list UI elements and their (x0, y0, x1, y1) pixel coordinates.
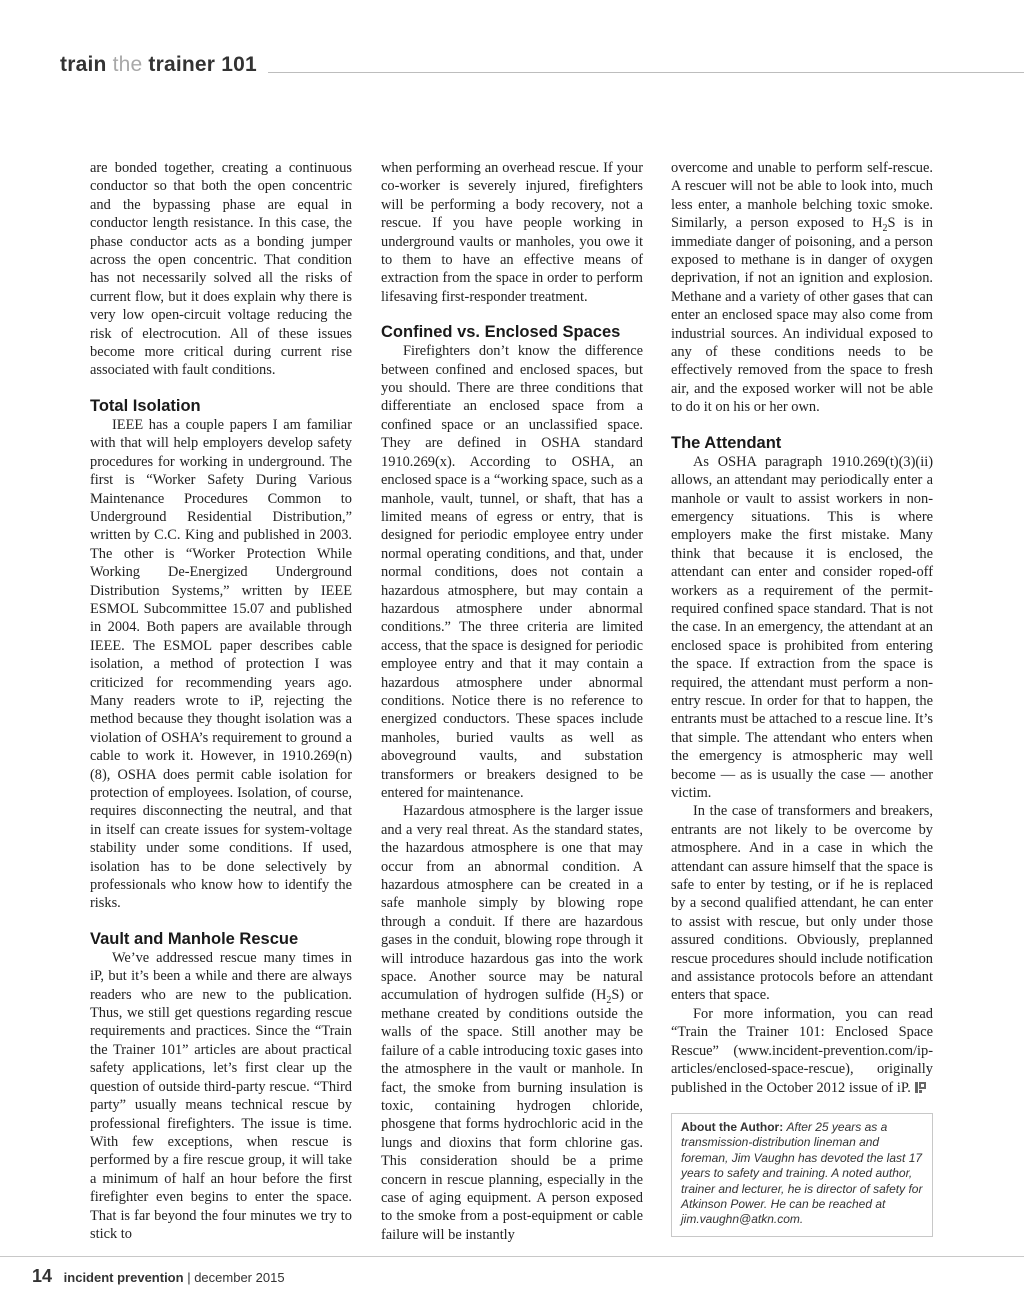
paragraph: are bonded together, creating a continuous conductor so that both the open concentric and the bypassing phase are equal in conductor length resistance. In this case, the phase conductor acts as a bonding jumper across the open concentric. That condition has not necessarily solved all the risks of current flow, but it does explain why there is very low open-circuit voltage reducing the risk of electrocution. All of these issues become more critical during current rise associated with fault conditions. (90, 160, 352, 379)
text-run: S is in immediate danger of poisoning, and a person exposed to methane is in danger of oxygen deprivation, if not an ignition and explosion. Methane and a variety of other gases that can enter an enclosed space may also come from industrial sources. An individual exposed to any of these conditions needs to be effectively removed from the space to fresh air, and the exposed worker will not be able to do it on his or her own. (671, 215, 933, 416)
section-header (60, 52, 257, 78)
heading-confined-vs-enclosed: Confined vs. Enclosed Spaces (381, 323, 621, 342)
paragraph (671, 1005, 933, 1097)
footer-separator: | (187, 1270, 191, 1285)
text-run: For more information, you can read “Train the Trainer 101: Enclosed Space Rescue” (www.incident-prevention.com/ip-articles/enclosed-space-rescue), originally published in the October 2012 issue of iP. (671, 1005, 933, 1096)
article-column-3 (671, 159, 933, 1237)
author-bio-text: After 25 years as a transmission-distribution lineman and foreman, Jim Vaughn has devoted the last 17 years to safety and training. A noted author, trainer and lecturer, he is director of safety for Atkinson Power. He can be reached at jim.vaughn@atkn.com. (681, 1119, 923, 1227)
heading-vault-manhole-rescue: Vault and Manhole Rescue (90, 929, 299, 948)
subscript: 2 (606, 995, 612, 1007)
magazine-name: incident prevention (63, 1270, 184, 1285)
paragraph: Firefighters don’t know the difference between confined and enclosed spaces, but you should. There are three conditions that differentiate an enclosed space from a confined space or an unclassified space. They are defined in OSHA standard 1910.269(x). According to OSHA, an enclosed space is a “working space, such as a manhole, vault, tunnel, or shaft, that has a limited means of egress or entry, that is designed for periodic employee entry under normal operating conditions, and that, under normal conditions, does not contain a hazardous atmosphere, but may contain a hazardous atmosphere under abnormal conditions.” The three criteria are limited access, that the space is designed for periodic employee entry and that it may contain a hazardous atmosphere under abnormal conditions. Notice there is no reference to energized conductors. These spaces include manholes, buried vaults as well as aboveground vaults, and substation transformers or breakers designed to be entered for maintenance. (381, 343, 643, 801)
heading-total-isolation: Total Isolation (90, 396, 201, 415)
text-run: overcome and unable to perform self-rescue. A rescuer will not be able to look into, much less enter, a manhole belching toxic smoke. Similarly, a person exposed to H (671, 160, 933, 232)
issue-date: december 2015 (194, 1270, 285, 1285)
author-bio-box (671, 1113, 933, 1237)
paragraph: IEEE has a couple papers I am familiar with that will help employers develop safety procedures for working in underground. The first is “Worker Safety During Various Maintenance Procedures Common to Underground Residential Distribution,” written by C.C. King and published in 2003. The other is “Worker Protection While Working De-Energized Underground Distribution Systems,” written by IEEE ESMOL Subcommittee 15.07 and published in 2004. Both papers are available through IEEE. The ESMOL paper describes cable isolation, a method of protection I was criticized for recommending years ago. Many readers wrote to iP, rejecting the method because they thought isolation was a violation of OSHA’s requirement to ground a cable to work it. However, in 1910.269(n)(8), OSHA does permit cable isolation for protection of employees. Isolation, of course, requires disconnecting the neutral, and that in itself can create issues for system-voltage stability under some conditions. If used, isolation has to be done selectively by professionals who know how to identify the risks. (90, 416, 352, 912)
paragraph: We’ve addressed rescue many times in iP, but it’s been a while and there are always readers who are new to the publication. Thus, we still get questions regarding rescue requirements and practices. Since the “Train the Trainer 101” articles are about practical safety applications, let’s first clear up the question of outside third-party rescue. “Third party” usually means technical rescue by professional firefighters. The issue is time. With few exceptions, when rescue is performed by a fire rescue group, it will take a minimum of half an hour before the first firefighter even begins to enter the space. That is far beyond the four minutes we try to stick to (90, 949, 352, 1242)
subscript: 2 (882, 223, 888, 235)
header-word-trainer: trainer 101 (148, 53, 257, 76)
header-rule (268, 72, 1024, 73)
article-column-1 (90, 159, 352, 1243)
footer-rule (0, 1256, 1024, 1257)
author-bio-label: About the Author: (681, 1119, 784, 1134)
paragraph (381, 802, 643, 1244)
text-run: S) or methane created by conditions outside the walls of the space. Still another may be failure of a cable introducing toxic gases into the atmosphere in the vault or manhole. In fact, the smoke from burning insulation is toxic, containing hydrogen chloride, phosgene that forms hydrochloric acid in the lungs and dioxins that form chlorine gas. This consideration should be a prime concern in rescue planning, especially in the case of aging equipment. A person exposed to the smoke from a post-equipment or cable failure will be instantly (381, 987, 643, 1243)
paragraph: In the case of transformers and breakers, entrants are not likely to be overcome by atmosphere. And in a case in which the attendant can assure himself that the space is safe to enter by testing, or if he is replaced by a second qualified attendant, he can enter to assist with rescue, but only under those assured conditions. Obviously, preplanned rescue procedures should include notification and assistance protocols before an attendant enters that space. (671, 803, 933, 1004)
paragraph (671, 159, 933, 417)
end-mark-icon (915, 1082, 926, 1093)
page-number: 14 (32, 1266, 53, 1286)
page-footer (32, 1266, 285, 1287)
heading-the-attendant: The Attendant (671, 433, 782, 452)
paragraph: As OSHA paragraph 1910.269(t)(3)(ii) allows, an attendant may periodically enter a manhole or vault to assist workers in non-emergency situations. This is where employers make the first mistake. Many think that because it is enclosed, the attendant can enter and consider roped-off workers as a requirement of the permit-required confined space standard. That is not the case. In an emergency, the attendant at an enclosed space is prohibited from entering the space. If extraction from the space is required, the attendant must perform a non-entry rescue. In order for that to happen, the entrants must be attached to a rescue line. It’s that simple. The attendant who enters when the emergency is atmospheric may well become — as is usually the case — another victim. (671, 453, 933, 801)
header-word-the: the (112, 53, 143, 76)
paragraph: when performing an overhead rescue. If your co-worker is severely injured, firefighters will be performing a body recovery, not a rescue. If you have people working in underground vaults or manholes, you owe it to them to have an effective means of extraction from the space in order to perform lifesaving first-responder treatment. (381, 160, 643, 305)
article-column-2 (381, 159, 643, 1244)
header-word-train: train (60, 53, 107, 76)
text-run: Hazardous atmosphere is the larger issue and a very real threat. As the standard states, the hazardous atmosphere is one that may occur from an abnormal condition. A hazardous atmosphere can be created in a safe manhole simply by blowing rope through a conduit. If there are hazardous gases in the conduit, blowing rope through it will introduce hazardous gas into the work space. Another source may be natural accumulation of hydrogen sulfide (H (381, 803, 643, 1004)
